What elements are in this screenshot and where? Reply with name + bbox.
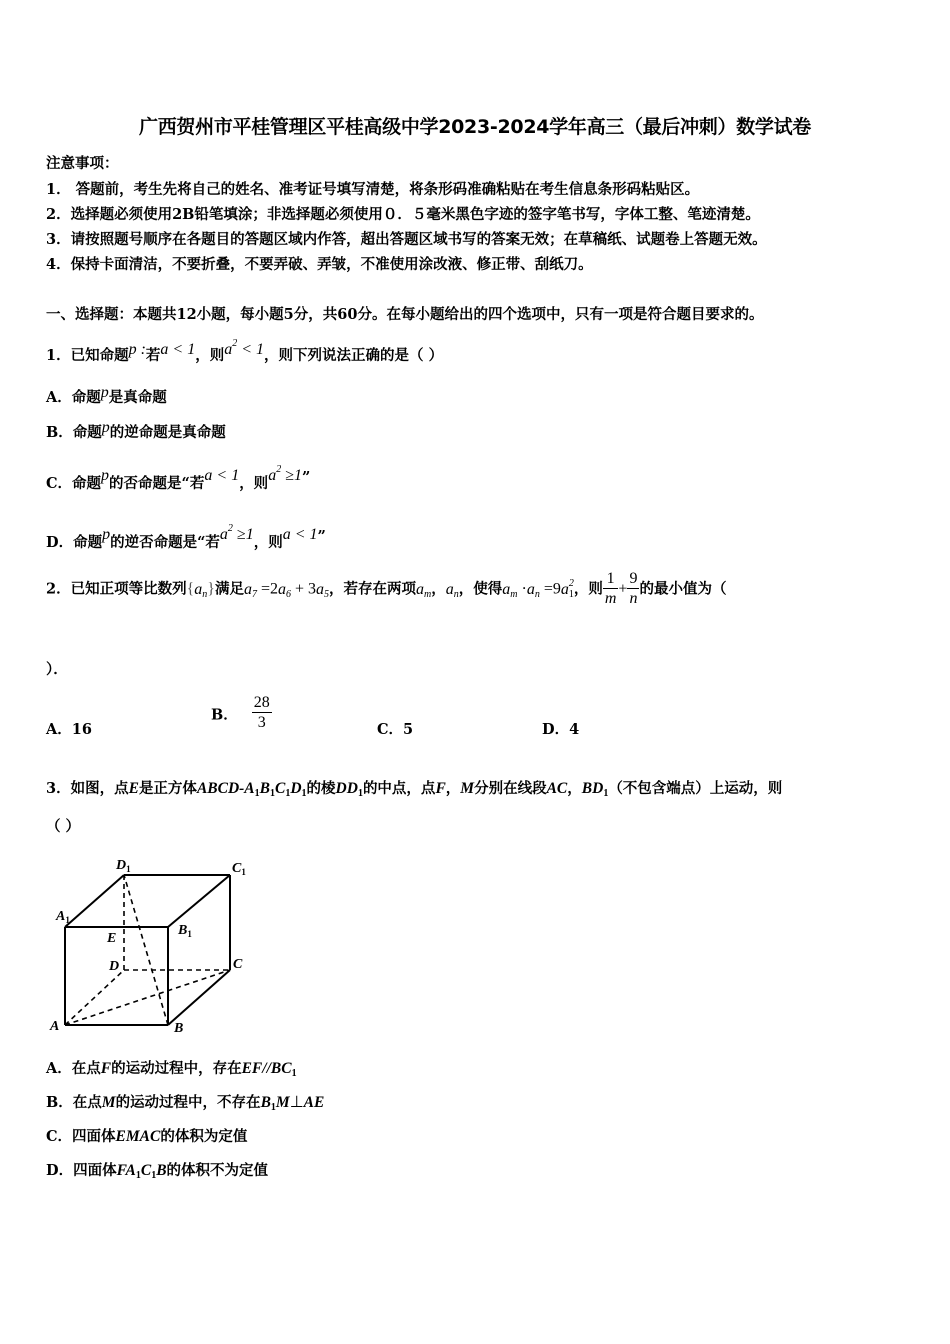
q3-option-c[interactable]: C．四面体EMAC的体积为定值 <box>46 1128 248 1145</box>
label-a1: $A_1$ <box>56 909 70 925</box>
diag-b-d1 <box>124 875 168 1025</box>
q2-close-paren: ）． <box>46 661 68 678</box>
diag-a-c <box>65 970 230 1025</box>
label-c1: $C_1$ <box>232 861 246 877</box>
q1-option-c[interactable]: C．命题p的否命题是“若a < 1，则$a^2 \ge 1$” <box>46 464 311 492</box>
label-e: E <box>107 931 117 946</box>
q2-option-d[interactable]: D．4 <box>542 721 580 738</box>
page-title: 广西贺州市平桂管理区平桂高级中学2023-2024学年高三（最后冲刺）数学试卷 <box>139 116 811 138</box>
fraction-9-over-n: $\frac{9}{n}$ <box>629 570 638 607</box>
edge-a-d <box>65 970 124 1025</box>
q2-option-a[interactable]: A．16 <box>46 721 92 738</box>
label-a: A <box>50 1019 60 1034</box>
notice-item-1: 1． 答题前，考生先将自己的姓名、准考证号填写清楚，将条形码准确粘贴在考生信息条形码粘贴区。 <box>46 181 700 198</box>
section-heading: 一、选择题：本题共12小题，每小题5分，共60分。在每小题给出的四个选项中，只有一项是符合题目要求的。 <box>46 306 764 323</box>
label-d1: $D_1$ <box>116 858 131 874</box>
notice-item-3: 3．请按照题号顺序在各题目的答题区域内作答，超出答题区域书写的答案无效；在草稿纸、试题卷上答题无效。 <box>46 231 767 248</box>
q3-option-b[interactable]: B．在点M的运动过程中，不存在$B_1M\perp AE$ <box>46 1094 325 1113</box>
question-3: 3．如图，点E是正方体ABCD-$A_1B_1C_1D_1$的棱$DD_1$的中点，点F，M分别在线段AC，$BD_1$（不包含端点）上运动，则 <box>46 780 783 799</box>
notice-item-4: 4．保持卡面清洁，不要折叠，不要弄破、弄皱，不准使用涂改液、修正带、刮纸刀。 <box>46 256 593 273</box>
label-d: D <box>109 959 120 974</box>
label-b: B <box>174 1021 184 1036</box>
q3-option-a[interactable]: A．在点F的运动过程中，存在$EF//BC_1$ <box>46 1060 297 1079</box>
edge-b-c <box>168 970 230 1025</box>
q3-paren: （ ） <box>46 818 81 835</box>
q1-option-d[interactable]: D．命题p的逆否命题是“若$a^2 \ge 1$，则a < 1” <box>46 523 326 551</box>
question-2: 2．已知正项等比数列$\{a_n\}$满足$a_7 =2a_6 + 3a_5$，若存在两项$a_m$，$a_n$，使得$a_m \cdot a_n =9a_1^2$，则 $\frac{1}{m}$ + $\frac{9}{n}$ 的最小值为（ <box>46 570 727 607</box>
notice-item-2: 2．选择题必须使用2B铅笔填涂；非选择题必须使用０．５毫米黑色字迹的签字笔书写，字体工整、笔迹清楚。 <box>46 206 760 223</box>
q2-option-c[interactable]: C．5 <box>377 721 414 738</box>
edge-a1-d1 <box>65 875 124 927</box>
label-c: C <box>233 957 243 972</box>
q1-option-b[interactable]: B．命题p的逆命题是真命题 <box>46 419 226 441</box>
q3-option-d[interactable]: D．四面体$FA_1C_1B$的体积不为定值 <box>46 1162 269 1181</box>
cube-figure <box>40 850 270 1040</box>
q1-option-a[interactable]: A．命题p是真命题 <box>46 384 167 406</box>
fraction-1-over-m: $\frac{1}{m}$ <box>604 570 617 607</box>
question-1: 1．已知命题p :若a < 1，则$a^2 < 1$，则下列说法正确的是（ ） <box>46 338 444 364</box>
notice-heading: 注意事项： <box>46 155 119 172</box>
label-b1: $B_1$ <box>178 923 192 939</box>
edge-b1-c1 <box>168 875 230 927</box>
q2-option-b[interactable]: B． $\frac{28}{3}$ <box>211 694 270 731</box>
